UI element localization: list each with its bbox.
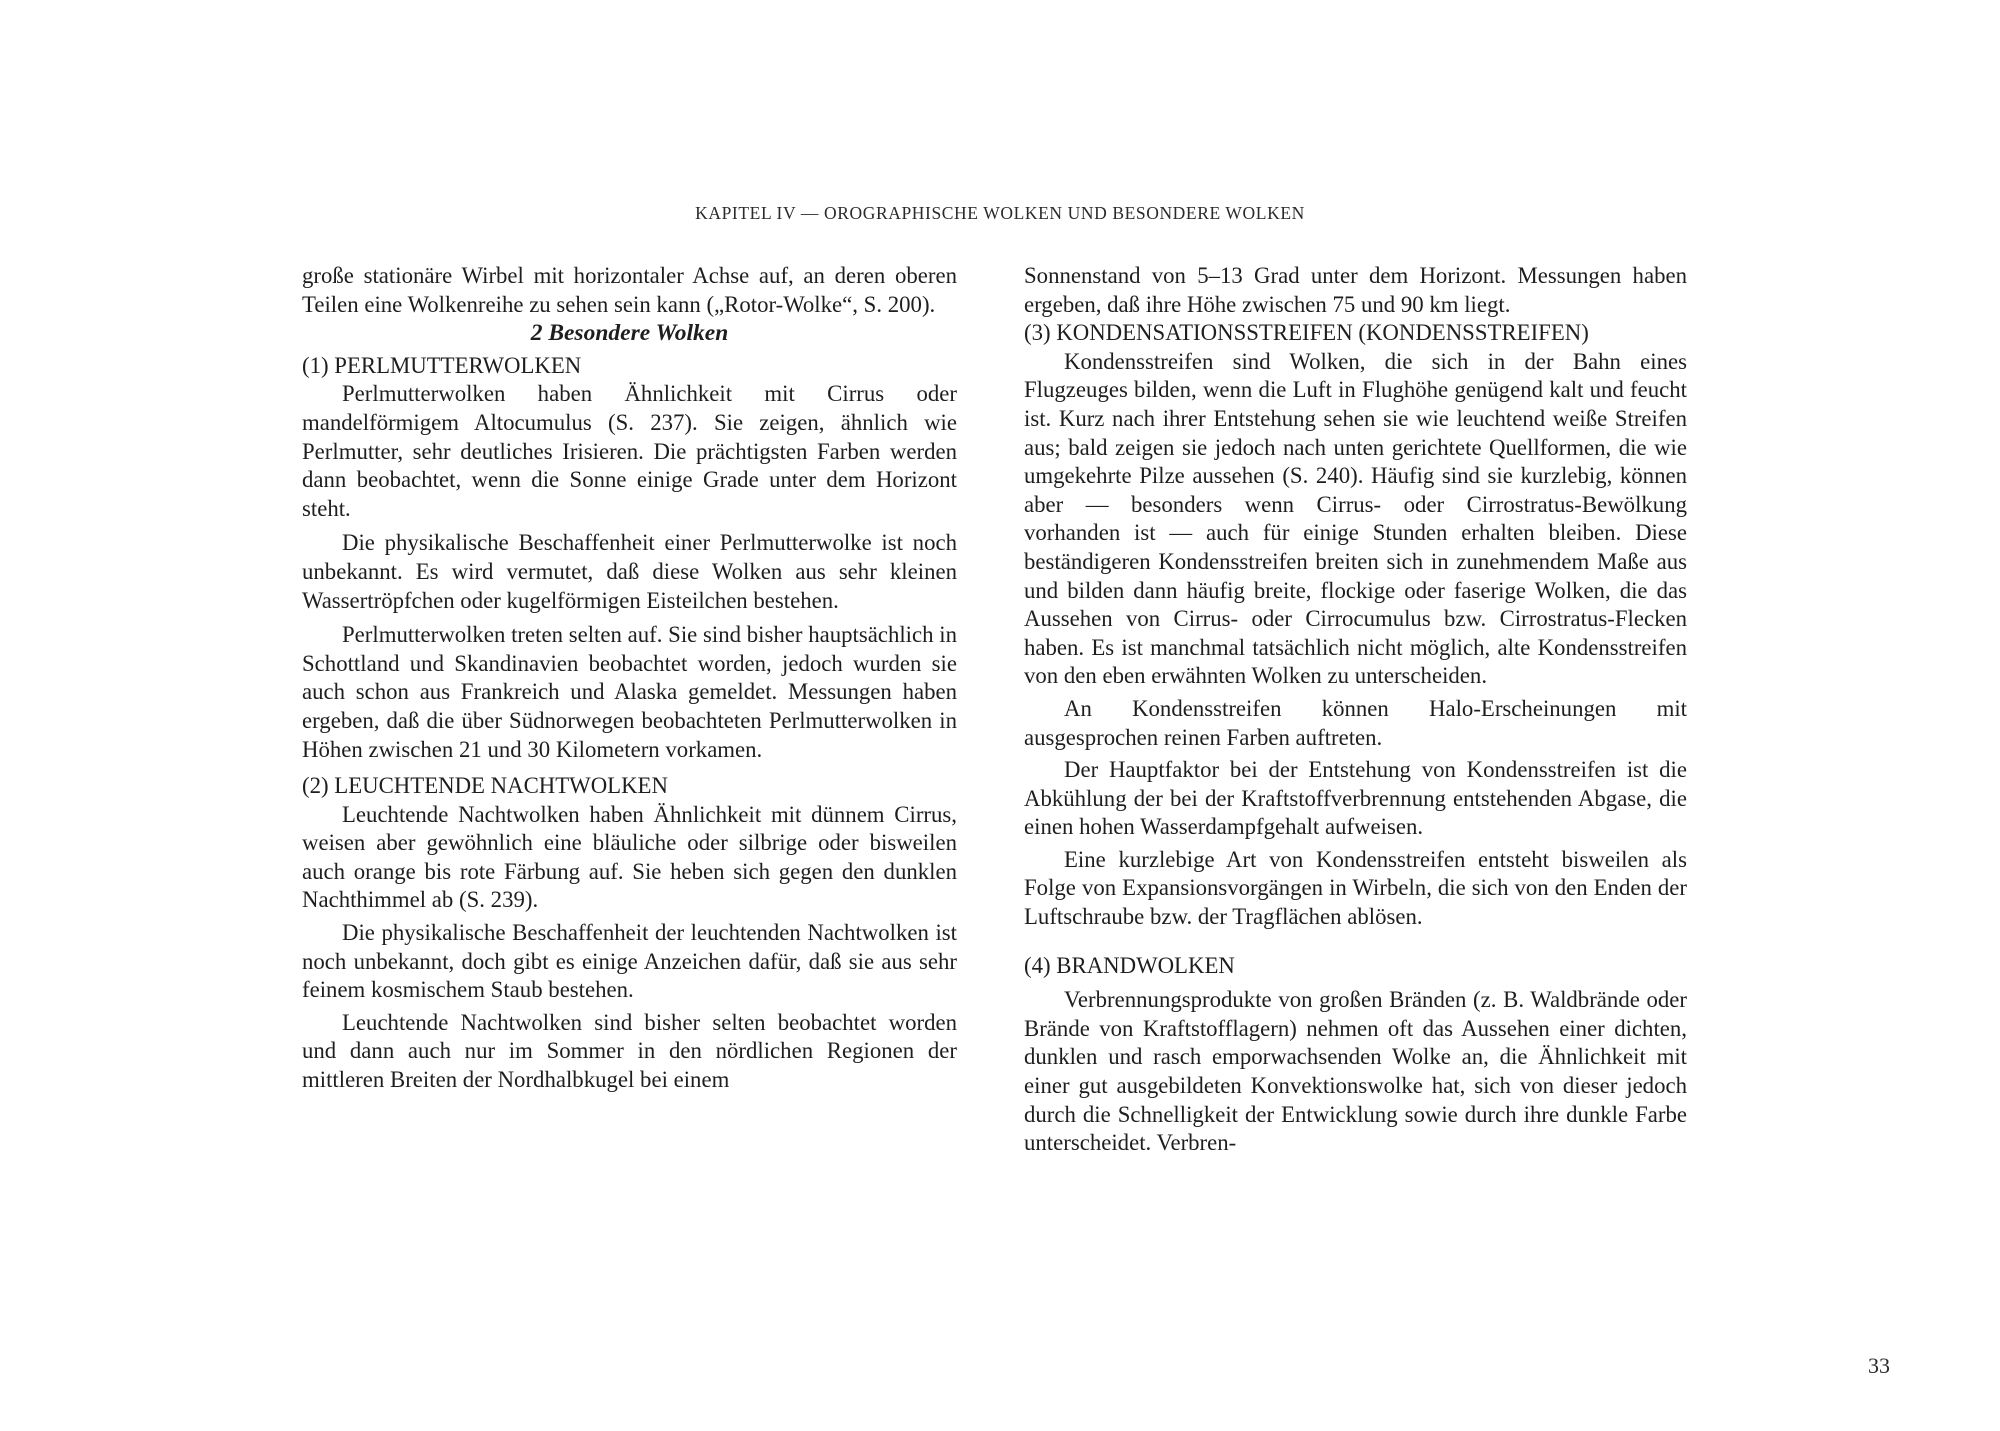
paragraph: Kondensstreifen sind Wolken, die sich in der Bahn eines Flugzeuges bilden, wenn die Luft in Flughöhe genügend kalt und feucht ist. Kurz nach ihrer Entstehung sehen sie wie leuchtend weiße Streifen aus; bald zeigen sie jedoch nach unten gerichtete Quellformen, die wie umgekehrte Pilze aussehen (S. 240). Häufig sind sie kurzlebig, können aber — besonders wenn Cirrus- oder Cirrostratus-Bewölkung vorhanden ist — auch für einige Stunden erhalten bleiben. Diese beständigeren Kondensstreifen breiten sich in zunehmendem Maße aus und bilden dann häufig breite, flockige oder faserige Wolken, die das Aussehen von Cirrus- oder Cirrocumulus bzw. Cirrostratus-Flecken haben. Es ist manchmal tatsächlich nicht möglich, alte Kondensstreifen von den eben erwähnten Wolken zu unterscheiden. bbox=[1024, 348, 1687, 689]
left-column bbox=[302, 262, 957, 1095]
paragraph: große stationäre Wirbel mit horizontaler Achse auf, an deren oberen Teilen eine Wolkenreihe zu sehen sein kann („Rotor-Wolke“, S. 200). bbox=[302, 263, 957, 317]
paragraph: Perlmutterwolken haben Ähnlichkeit mit Cirrus oder mandelförmigem Altocumulus (S. 237). Sie zeigen, ähnlich wie Perlmutter, sehr deutliches Irisieren. Die prächtigsten Farben werden dann beobachtet, wenn die Sonne einige Grade unter dem Horizont steht. bbox=[302, 381, 957, 521]
paragraph: Perlmutterwolken treten selten auf. Sie sind bisher hauptsächlich in Schottland und Skandinavien beobachtet worden, jedoch wurden sie auch schon aus Frankreich und Alaska gemeldet. Messungen haben ergeben, daß die über Südnorwegen beobachteten Perlmutterwolken in Höhen zwischen 21 und 30 Kilometern vorkamen. bbox=[302, 622, 957, 762]
heading-kondensationsstreifen: (3) KONDENSATIONSSTREIFEN (KONDENSSTREIFEN) bbox=[1024, 320, 1589, 346]
paragraph: Leuchtende Nachtwolken sind bisher selten beobachtet worden und dann auch nur im Sommer in den nördlichen Regionen der mittleren Breiten der Nordhalbkugel bei einem bbox=[302, 1009, 957, 1093]
paragraph: Eine kurzlebige Art von Kondensstreifen entsteht bisweilen als Folge von Expansionsvorgängen in Wirbeln, die sich von den Enden der Luftschraube bzw. der Tragflächen ablösen. bbox=[1024, 846, 1687, 930]
paragraph: Der Hauptfaktor bei der Entstehung von Kondensstreifen ist die Abkühlung der bei der Kraftstoffverbrennung entstehenden Abgase, die einen hohen Wasserdampfgehalt aufweisen. bbox=[1024, 757, 1687, 840]
section-title: 2 Besondere Wolken bbox=[530, 320, 729, 347]
paragraph: Sonnenstand von 5–13 Grad unter dem Horizont. Messungen haben ergeben, daß ihre Höhe zwischen 75 und 90 km liegt. bbox=[1024, 263, 1687, 317]
paragraph: An Kondensstreifen können Halo-Erscheinungen mit ausgesprochen reinen Farben auftreten. bbox=[1024, 695, 1687, 750]
heading-brandwolken: (4) BRANDWOLKEN bbox=[1024, 952, 1235, 978]
paragraph: Die physikalische Beschaffenheit einer Perlmutterwolke ist noch unbekannt. Es wird vermutet, daß diese Wolken aus sehr kleinen Wassertröpfchen oder kugelförmigen Eisteilchen bestehen. bbox=[302, 530, 957, 613]
running-head: KAPITEL IV — OROGRAPHISCHE WOLKEN UND BESONDERE WOLKEN bbox=[695, 203, 1305, 223]
heading-leuchtende-nachtwolken: (2) LEUCHTENDE NACHTWOLKEN bbox=[302, 773, 668, 799]
heading-perlmutterwolken: (1) PERLMUTTERWOLKEN bbox=[302, 352, 582, 378]
paragraph: Leuchtende Nachtwolken haben Ähnlichkeit mit dünnem Cirrus, weisen aber gewöhnlich eine bläuliche oder silbrige oder bisweilen auch orange bis rote Färbung auf. Sie heben sich gegen den dunklen Nachthimmel ab (S. 239). bbox=[302, 801, 957, 913]
page-number: 33 bbox=[1868, 1353, 1890, 1378]
right-column bbox=[1024, 262, 1687, 1158]
paragraph: Die physikalische Beschaffenheit der leuchtenden Nachtwolken ist noch unbekannt, doch gibt es einige Anzeichen dafür, daß sie aus sehr feinem kosmischem Staub bestehen. bbox=[302, 920, 957, 1003]
paragraph: Verbrennungsprodukte von großen Bränden (z. B. Waldbrände oder Brände von Kraftstofflagern) nehmen oft das Aussehen einer dichten, dunklen und rasch emporwachsenden Wolke an, die Ähnlichkeit mit einer gut ausgebildeten Konvektionswolke hat, sich von dieser jedoch durch die Schnelligkeit der Entwicklung sowie durch ihre dunkle Farbe unterscheidet. Verbren- bbox=[1024, 987, 1687, 1156]
